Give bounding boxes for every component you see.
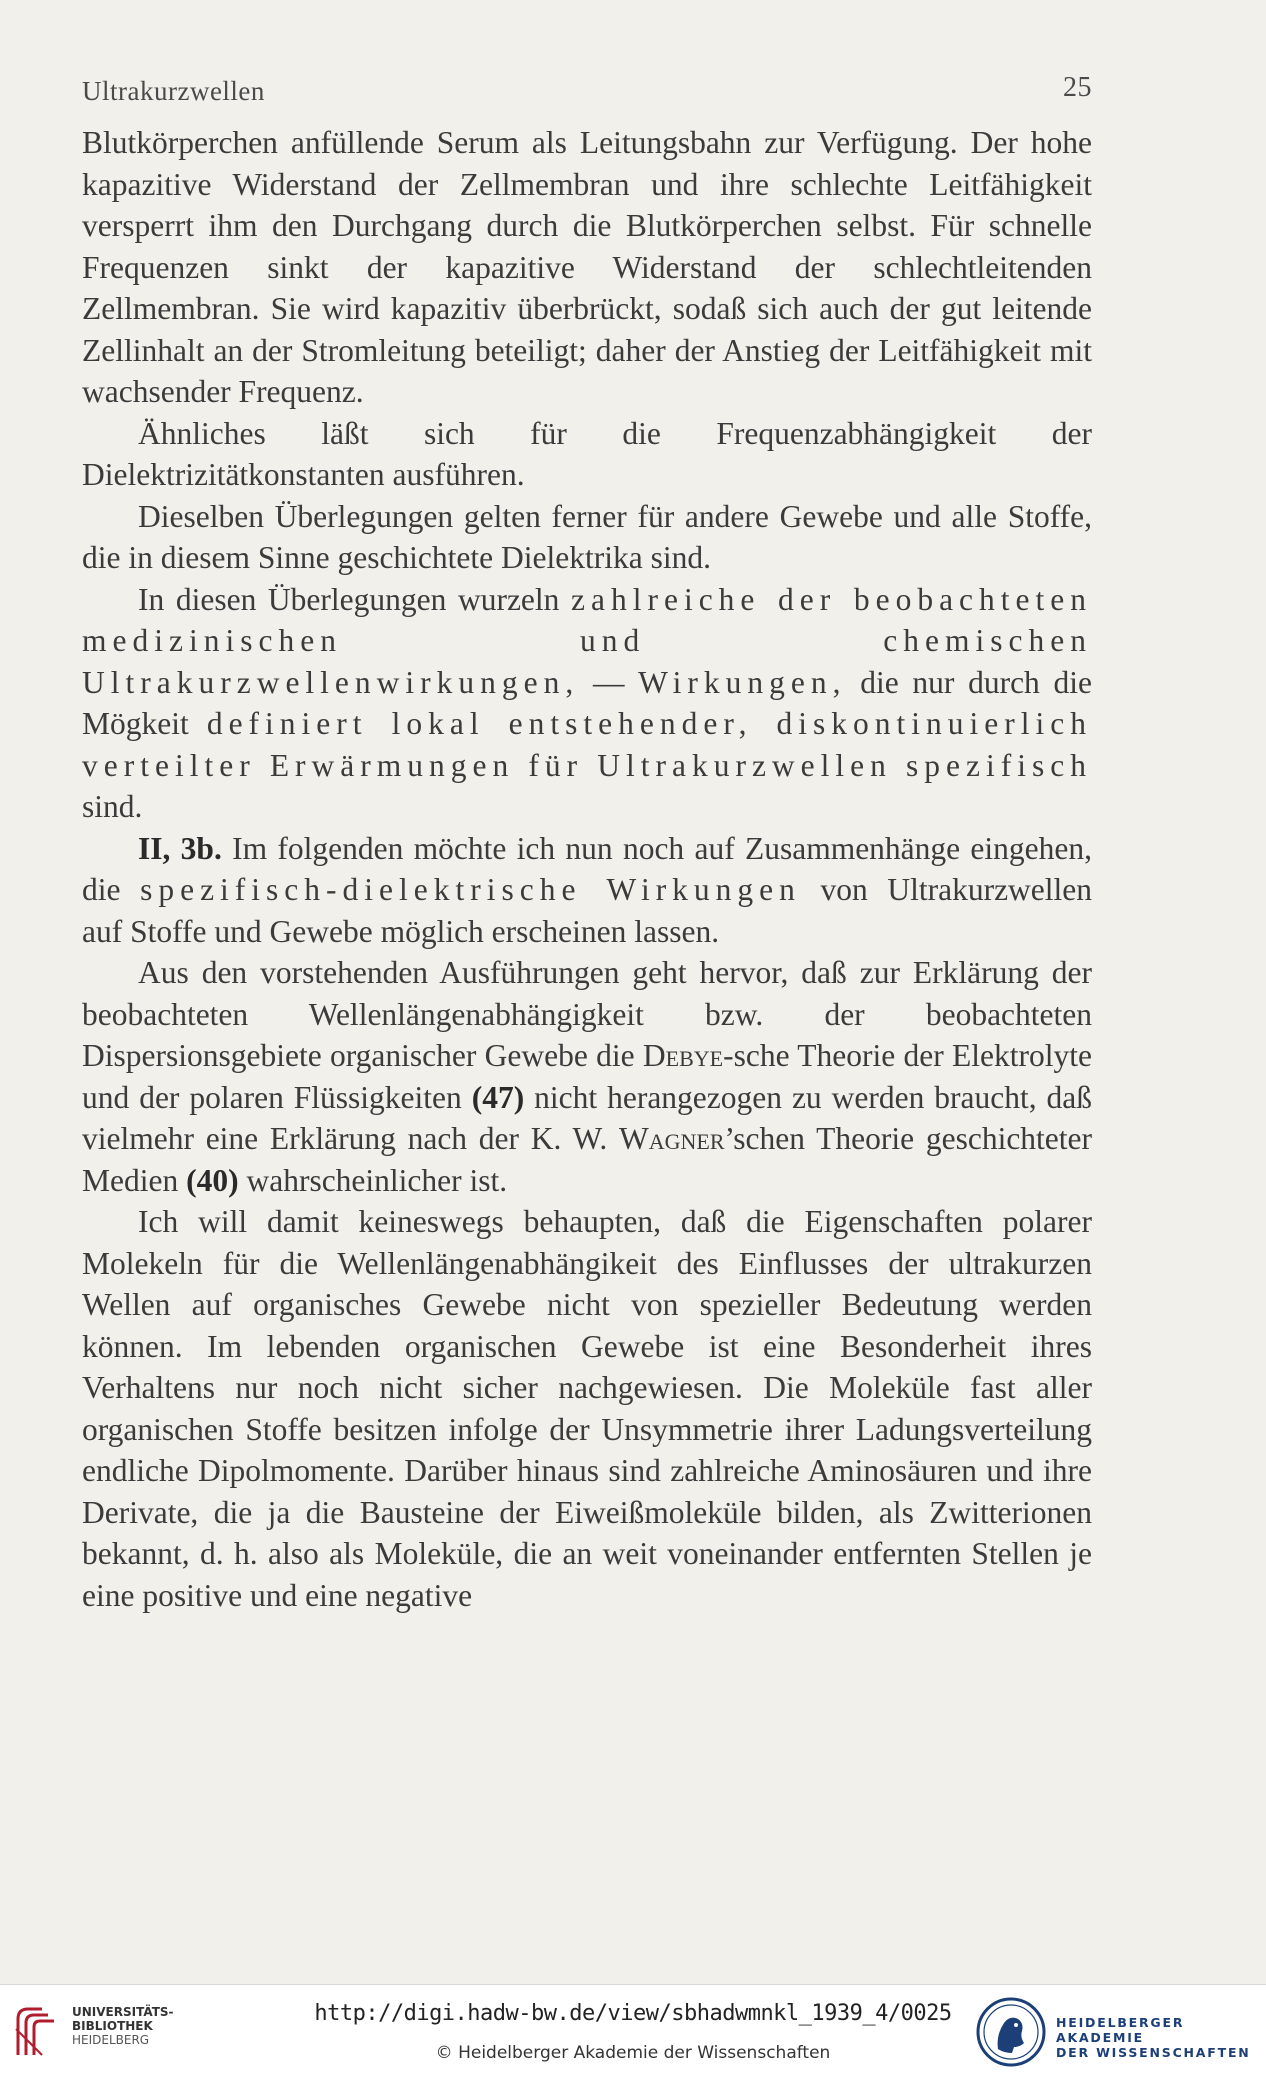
p5-text-b: von Ultrakurzwellen auf Stoffe und Gewebe möglich erscheinen lassen.: [82, 872, 1093, 949]
academy-line-1: HEIDELBERGER AKADEMIE: [1056, 2015, 1185, 2045]
p4-text-d: sind.: [82, 789, 143, 824]
p4-spaced-3: definiert lokal entstehender, diskontinuierlich verteilter Erwärmungen für Ultrakurzwellen spezifisch: [82, 706, 1092, 783]
section-heading: II, 3b.: [138, 830, 222, 866]
digitization-footer: [0, 1984, 1266, 2079]
running-head: [82, 72, 1092, 112]
debye-name: Debye: [642, 1038, 724, 1073]
paragraph-3: Dieselben Überlegungen gelten ferner für andere Gewebe und alle Stoffe, die in diesem Sinne geschichtete Dielektrika sind.: [82, 498, 1092, 575]
permalink-url[interactable]: http://digi.hadw-bw.de/view/sbhadwmnkl_1939_4/0025: [314, 2001, 952, 2026]
p4-text-a: In diesen Überlegungen wurzeln: [138, 581, 560, 617]
p6-text-e: wahrscheinlicher ist.: [246, 1162, 508, 1198]
p6-text-c: nicht herangezogen zu werden braucht, daß vielmehr eine Erklärung nach der K. W.: [82, 1079, 1093, 1156]
library-line-3: HEIDELBERG: [72, 2033, 150, 2047]
p5-text-a: Im folgenden möchte ich nun noch auf Zusammenhänge eingehen, die: [82, 830, 1092, 907]
library-line-2: BIBLIOTHEK: [72, 2019, 153, 2033]
library-line-1: UNIVERSITÄTS-: [72, 2005, 174, 2019]
p4-spaced-2: Wirkungen,: [638, 664, 847, 700]
page-number: 25: [1063, 72, 1092, 103]
p6-text-a: Aus den vorstehenden Ausführungen geht hervor, daß zur Erklärung der beobachteten Wellenlängenabhängigkeit bzw. der beobachteten Dispersionsgebiete organischer Gewebe die: [82, 955, 1092, 1073]
p5-spaced: spezifisch-dielektrische Wirkungen: [140, 872, 801, 907]
reference-47: (47): [471, 1079, 525, 1115]
p4-dash: —: [592, 664, 625, 700]
paragraph-4: [82, 579, 1092, 828]
paragraph-5: [82, 828, 1092, 953]
p4-text-c: die nur durch die Mögkeit: [82, 664, 1092, 741]
copyright-notice: © Heidelberger Akademie der Wissenschaften: [435, 2043, 831, 2063]
academy-seal-icon: [976, 1997, 1046, 2067]
paragraph-6: Aus den vorstehenden Ausführungen geht hervor, daß zur Erklärung der beobachteten Wellenlängenabhängigkeit bzw. der beobachteten Dispersionsgebiete organischer Gewebe die Debye-sche Theorie der Elektrolyte und der polaren Flüssigkeiten (47) nicht herangezogen zu werden braucht, daß vielmehr eine Erklärung nach der K. W. Wagner’schen Theorie geschichteter Medien (40) wahrscheinlicher ist.: [82, 955, 1093, 1198]
paragraph-7: Ich will damit keineswegs behaupten, daß die Eigenschaften polarer Molekeln für die Wellenlängenabhängikeit des Einflusses der ultrakurzen Wellen auf organisches Gewebe nicht von spezieller Bedeutung werden können. Im lebenden organischen Gewebe ist eine Besonderheit ihres Verhaltens nur noch nicht sicher nachgewiesen. Die Moleküle fast aller organischen Stoffe besitzen infolge der Unsymmetrie ihrer Ladungsverteilung endliche Dipolmomente. Darüber hinaus sind zahlreiche Aminosäuren und ihre Derivate, die ja die Bausteine der Eiweißmoleküle bilden, als Zwitterionen bekannt, d. h. also als Moleküle, die an weit voneinander entfernten Stellen je eine positive und eine negative: [82, 1204, 1092, 1613]
paragraph-1: Blutkörperchen anfüllende Serum als Leitungsbahn zur Verfügung. Der hohe kapazitive Widerstand der Zellmembran und ihre schlechte Leitfähigkeit versperrt ihm den Durchgang durch die Blutkörperchen selbst. Für schnelle Frequenzen sinkt der kapazitive Widerstand der schlechtleitenden Zellmembran. Sie wird kapazitiv überbrückt, sodaß sich auch der gut leitende Zellinhalt an der Stromleitung beteiligt; daher der Anstieg der Leitfähigkeit mit wachsender Frequenz.: [82, 125, 1092, 409]
p6-text-b: sche Theorie der Elektrolyte und der polaren Flüssigkeiten: [82, 1038, 1093, 1115]
body-text: [82, 122, 1092, 1616]
p4-spaced-1: zahlreiche der beobachteten medizinischen und chemischen Ultrakurzwellenwirkungen,: [82, 581, 1092, 700]
p6-text-d: ’schen Theorie geschichteter Medien: [82, 1121, 1093, 1198]
paragraph-2: Ähnliches läßt sich für die Frequenzabhängigkeit der Dielektrizitätkonstanten ausführen.: [82, 415, 1092, 492]
academy-name: [1056, 2015, 1266, 2060]
academy-line-2: DER WISSENSCHAFTEN: [1056, 2045, 1251, 2060]
running-title: Ultrakurzwellen: [82, 76, 265, 106]
wagner-name: Wagner: [619, 1121, 725, 1156]
reference-40: (40): [186, 1162, 239, 1198]
